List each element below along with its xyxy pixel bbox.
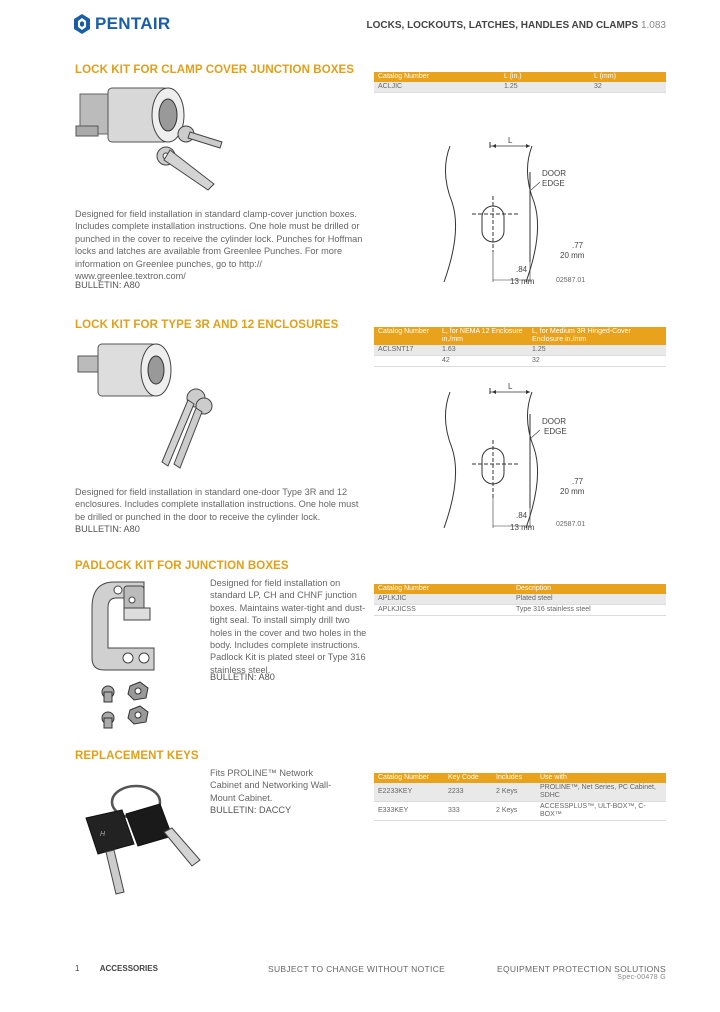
dim-l-label: L (508, 136, 513, 145)
page-title: LOCKS, LOCKOUTS, LATCHES, HANDLES AND CLAMPS (366, 20, 639, 31)
cell-use-with: ACCESSPLUS™, ULT-BOX™, C-BOX™ (536, 802, 666, 821)
table-row (374, 356, 666, 367)
footer-notice: SUBJECT TO CHANGE WITHOUT NOTICE (268, 964, 446, 974)
cell-l-nema12: 42 (438, 356, 528, 367)
table-padlock (374, 584, 666, 616)
table-header-row (374, 327, 666, 345)
brand-name: PENTAIR (95, 14, 171, 33)
col-l-nema12: L, for NEMA 12 Enclosure in./mm (438, 327, 528, 345)
cell-catalog: ACLJIC (374, 82, 500, 93)
door-edge-label-2: EDGE (542, 179, 565, 188)
table-type3r (374, 327, 666, 367)
section-title-keys: REPLACEMENT KEYS (75, 750, 199, 762)
pentair-logo-icon (74, 14, 90, 34)
cell-l-medium-3r: 32 (528, 356, 666, 367)
table-row (374, 802, 666, 821)
section-title-clamp-cover: LOCK KIT FOR CLAMP COVER JUNCTION BOXES (75, 64, 355, 76)
col-catalog-number: Catalog Number (374, 584, 512, 594)
cell-key-code: 333 (444, 802, 492, 821)
cell-description: Type 316 stainless steel (512, 605, 666, 616)
dim-084: .84 (516, 511, 528, 520)
footer-right (497, 964, 666, 981)
cam-lock-kit-image (74, 84, 224, 196)
cam-lock-type3r-image (76, 338, 226, 478)
description-padlock: Designed for field installation on standard LP, CH and CHNF junction boxes. Maintains water-tight and dust-tight seal. To install simply drill two holes in the cover and two holes in the body. Includes complete instructions. Padlock Kit is plated steel or Type 316 stainless steel. (210, 578, 367, 675)
cell-l-nema12: 1.63 (438, 345, 528, 356)
cell-description: Plated steel (512, 594, 666, 605)
table-clamp-cover (374, 72, 666, 93)
dimension-drawing-type3r (432, 378, 602, 538)
bulletin-keys: BULLETIN: DACCY (210, 805, 292, 815)
cell-key-code: 2233 (444, 783, 492, 802)
col-l-medium-3r: L, for Medium 3R Hinged-Cover Enclosure in./mm (528, 327, 666, 345)
replacement-keys-image (76, 774, 206, 898)
col-catalog-number: Catalog Number (374, 773, 444, 783)
dim-077: .77 (572, 477, 584, 486)
cell-use-with: PROLINE™, Net Series, PC Cabinet, SDHC (536, 783, 666, 802)
door-edge-label-1: DOOR (542, 417, 566, 426)
door-edge-label-2: EDGE (544, 427, 567, 436)
table-header-row (374, 773, 666, 783)
cell-l-medium-3r: 1.25 (528, 345, 666, 356)
cell-l-mm: 32 (590, 82, 666, 93)
cell-catalog: ACLSNT17 (374, 345, 438, 356)
section-title-padlock: PADLOCK KIT FOR JUNCTION BOXES (75, 560, 289, 572)
cell-includes: 2 Keys (492, 783, 536, 802)
padlock-kit-image (84, 578, 200, 738)
table-header-row (374, 584, 666, 594)
bulletin-clamp-cover: BULLETIN: A80 (75, 280, 140, 290)
description-clamp-cover: Designed for field installation in standard clamp-cover junction boxes. Includes complete installation instructions. One hole must be drilled or punched in the cover to receive the cylinder lock. Punches for Hoffman locks and latches are available from Greenlee Punches. For more information on Greenlee punches, go to http:// www.greenlee.textron.com/ (75, 209, 363, 282)
table-row (374, 345, 666, 356)
dim-13mm: 13 mm (510, 523, 535, 532)
table-row (374, 594, 666, 605)
description-keys: Fits PROLINE™ Network Cabinet and Networking Wall-Mount Cabinet. (210, 768, 332, 803)
dim-20mm: 20 mm (560, 251, 585, 260)
page-header (367, 20, 666, 31)
col-catalog-number: Catalog Number (374, 327, 438, 345)
col-l-in: L (in.) (500, 72, 590, 82)
page-code: 1.083 (640, 20, 666, 31)
col-key-code: Key Code (444, 773, 492, 783)
section-title-type3r: LOCK KIT FOR TYPE 3R AND 12 ENCLOSURES (75, 319, 339, 331)
dim-20mm: 20 mm (560, 487, 585, 496)
table-row (374, 783, 666, 802)
bulletin-padlock: BULLETIN: A80 (210, 672, 275, 682)
cell-l-in: 1.25 (500, 82, 590, 93)
col-description: Description (512, 584, 666, 594)
cell-catalog: APLKJICSS (374, 605, 512, 616)
door-edge-label-1: DOOR (542, 169, 566, 178)
col-catalog-number: Catalog Number (374, 72, 500, 82)
table-header-row (374, 72, 666, 82)
table-row (374, 82, 666, 93)
dim-084: .84 (516, 265, 528, 274)
cell-catalog: E333KEY (374, 802, 444, 821)
cell-catalog: E2233KEY (374, 783, 444, 802)
description-type3r: Designed for field installation in standard one-door Type 3R and 12 enclosures. Includes complete installation instructions. One hole must be drilled or punched in the door to receive the cylinder lock. (75, 487, 359, 522)
dim-077: .77 (572, 241, 584, 250)
col-l-mm: L (mm) (590, 72, 666, 82)
dim-l-label: L (508, 382, 513, 391)
figure-number: 02587.01 (556, 277, 586, 284)
footer-left (75, 964, 158, 973)
footer-tagline: EQUIPMENT PROTECTION SOLUTIONS (497, 964, 666, 974)
dim-13mm: 13 mm (510, 277, 535, 286)
figure-number: 02587.01 (556, 521, 586, 528)
bulletin-type3r: BULLETIN: A80 (75, 524, 140, 534)
cell-catalog: APLKJIC (374, 594, 512, 605)
footer-spec-number: Spec-00478 G (617, 974, 666, 981)
table-keys (374, 773, 666, 821)
col-use-with: Use with (536, 773, 666, 783)
table-row (374, 605, 666, 616)
key-brand-mark: H (100, 831, 106, 838)
page-number: 1 (75, 964, 80, 973)
pentair-logo (74, 14, 170, 34)
col-includes: Includes (492, 773, 536, 783)
cell-includes: 2 Keys (492, 802, 536, 821)
cell-catalog (374, 356, 438, 367)
dimension-drawing-clamp-cover (432, 132, 602, 292)
footer-section: ACCESSORIES (99, 964, 158, 973)
